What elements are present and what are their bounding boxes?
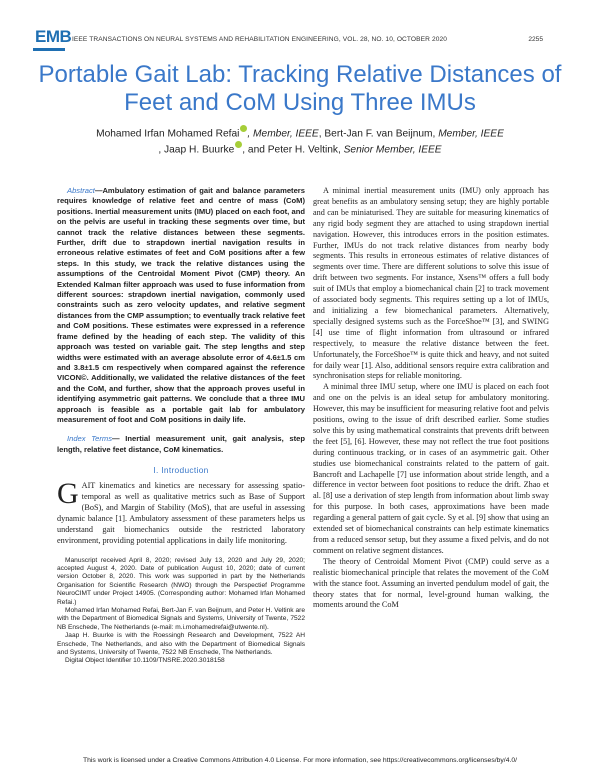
intro-text: AIT kinematics and kinetics are necessary for assessing spatio-temporal as well as qualitative metrics such as Base of Support (BoS), and Margin of Stability (MoS), that are useful in assessing dynamic balance [1]. Ambulatory assessment of these parameters helps us understand gait biomechanics outside the restricted laboratory environment, providing potential applications in daily life monitoring. (57, 481, 305, 545)
right-column (313, 186, 549, 611)
author-1: Mohamed Irfan Mohamed Refai (96, 128, 240, 140)
intro-paragraph (57, 477, 305, 546)
journal-header: IEEE TRANSACTIONS ON NEURAL SYSTEMS AND REHABILITATION ENGINEERING, VOL. 28, NO. 10, OCTOBER 2020 (72, 36, 448, 43)
logo-bar (33, 48, 65, 51)
footnotes (57, 557, 305, 666)
author-list (40, 125, 560, 158)
paper-title: Portable Gait Lab: Tracking Relative Distances of Feet and CoM Using Three IMUs (38, 61, 562, 116)
section-heading: I. Introduction (153, 465, 209, 476)
author-4: , and Peter H. Veltink, (242, 144, 344, 156)
footnote-affiliation-1: Mohamed Irfan Mohamed Refai, Bert-Jan F. van Beijnum, and Peter H. Veltink are with the Department of Biomedical Signals and Systems, University of Twente, 7522 NB Enschede, The Netherlands (e-mail: m.i.mohamedrefai@utwente.nl). (57, 606, 305, 631)
author-2: , Bert-Jan F. van Beijnum, (318, 128, 439, 140)
footnote-manuscript: Manuscript received April 8, 2020; revised July 13, 2020 and July 29, 2020; accepted August 4, 2020. Date of publication August 10, 2020; date of current version October 8, 2020. This work was supported in part by the Netherlands Organisation for Scientific Research (NWO) through the Perspectief Programme NeuroCIMT under Project 14905. (Corresponding author: Mohamed Irfan Mohamed Refai.) (57, 556, 305, 606)
author-4-role: Senior Member, IEEE (343, 144, 442, 156)
body-paragraph: A minimal three IMU setup, where one IMU is placed on each foot and one on the pelvis is an ideal setup for ambulatory monitoring. However, this may be insufficient for measuring relative foot and pelvis positions, owing to the issue of drift described earlier. Some studies solve this by using mathematical constraints that prevents drift between the feet [5], [6]. However, these may not reflect the true foot positions during continuous tracking, or in cases of an asymmetric gait. Other studies use biomechanical constraints related to the pattern of gait. Bancroft and Lachapelle [7] use information about stride length, and a difference in vector between foot positions to reduce the drift. Zhao et al. [8] use a derivation of step length from information about limb sway for this purpose. In both cases, approximations have been made regarding a general pattern of gait cycle. Sy et al. [9] show that using an extended set of biomechanical constraints can help estimate kinematics from a reduced sensor setup, but they assume a fixed pelvis, and do not comment on relative segment distances. (313, 382, 549, 555)
emb-logo: EMB (35, 27, 72, 46)
index-terms-label: Index Terms (67, 434, 113, 444)
index-terms-text: — Inertial measurement unit, gait analysis, step length, relative feet distance, CoM kinematics. (57, 434, 305, 454)
body-paragraph: A minimal inertial measurement units (IMU) only approach has great benefits as an ambulatory sensing setup; they are highly portable and can be miniaturised. They are suitable for measuring kinematics of any rigid body segment they are attached to using strapdown inertial navigation. However, this introduces errors in the position estimates. Further, IMUs do not track relative distances from nearby body segments. This results in erroneous estimates of relative distances of segments over time. There are different solutions to solve this issue of drift between two segments. For instance, Xsens™ offers a full body suit of IMUs that employ a biomechanical chain [2] to track movement of associated body segments. This requires setting up a lot of IMUs, and initializing a few biomechanical parameters. Alternatively, specially designed systems such as the ForceShoe™ [3], and SWING [4] use time of flight information from ultrasound or infrared respectively, to measure the relative distance between the feet. Unfortunately, the ForceShoe™ is quite thick and heavy, and not suited for daily wear [1]. Also, additional sensors require extra calibration and synchronisation steps for reliable monitoring. (313, 186, 549, 381)
abstract-label: Abstract (67, 186, 95, 195)
footnote-doi[interactable]: Digital Object Identifier 10.1109/TNSRE.2020.3018158 (65, 657, 225, 665)
page-number: 2255 (528, 36, 543, 43)
author-2-role: Member, IEEE (438, 128, 504, 140)
index-terms (57, 434, 305, 455)
license-note[interactable]: This work is licensed under a Creative Commons Attribution 4.0 License. For more information, see https://creativecommons.org/licenses/by/4.0/ (82, 757, 518, 764)
abstract-text: —Ambulatory estimation of gait and balance parameters requires knowledge of relative feet and centre of mass (CoM) positions. Inertial measurement units (IMU) placed on each foot, and on the pelvis are useful in tracking these segments over time, but cannot track the relative distances between these segments. Further, drift due to strapdown inertial navigation results in erroneous relative estimates of feet and CoM positions after a few steps. In this study, we track the relative distances using the assumptions of the Centroidal Moment Pivot (CMP) theory. An Extended Kalman filter approach was used to fuse information from different sources: strapdown inertial navigation, commonly used constraints such as zero velocity updates, and relative segment distances from the CMP assumption; to eventually track relative feet and CoM positions. These estimates were expressed in a reference frame defined by the heading of each step. The validity of this approach was tested on variable gait. The step lengths and step widths were estimated with an average absolute error of 4.6±1.5 cm and 3.8±1.5 cm respectively when compared against the reference VICON©. Additionally, we validated the relative distances of the feet and the CoM, and further, show that the approach proves useful in identifying asymmetric gait patterns. We conclude that a three IMU approach is feasible as a portable gait lab for ambulatory measurement of foot and CoM positions in daily life. (57, 186, 305, 424)
abstract (57, 186, 305, 425)
footnote-affiliation-2: Jaap H. Buurke is with the Roessingh Research and Development, 7522 AH Enschede, The Netherlands, and also with the Department of Biomedical Signals and Systems, University of Twente, 7522 NB Enschede, The Netherlands. (57, 632, 305, 656)
body-paragraph: The theory of Centroidal Moment Pivot (CMP) could serve as a realistic biomechanical principle that relates the movement of the CoM with the stance foot. Assuming an inverted pendulum model of gait, the theory states that for normal, level-ground human walking, the moments around the CoM (313, 556, 549, 610)
author-1-role: , Member, IEEE (247, 128, 319, 140)
drop-cap: G (57, 477, 79, 511)
left-column (57, 186, 305, 666)
author-3: , Jaap H. Buurke (158, 144, 235, 156)
